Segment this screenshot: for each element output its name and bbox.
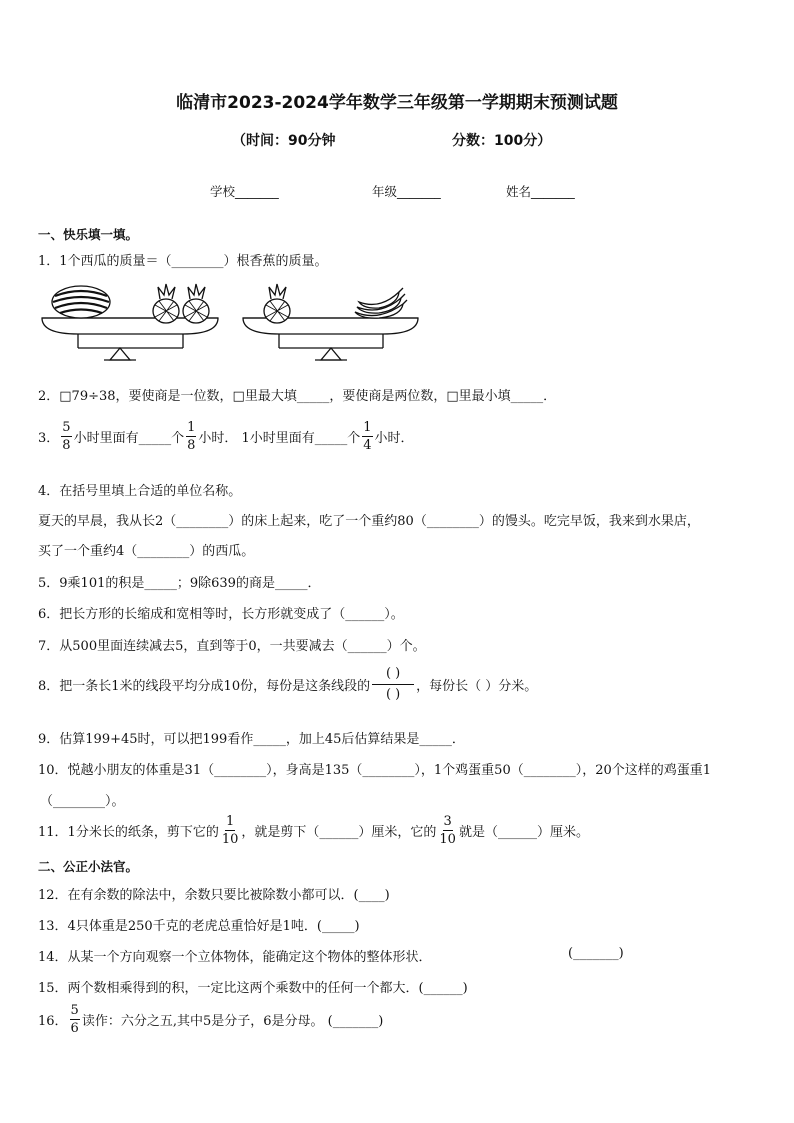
question-8	[38, 667, 537, 703]
question-9: 9．估算199+45时，可以把199看作_____，加上45后估算结果是_____．	[38, 732, 465, 747]
section-heading: 一、快乐填一填。	[38, 227, 139, 242]
q3-text-2: 小时． 1小时里面有_____个	[198, 431, 361, 446]
school-field: 学校_______	[210, 184, 279, 199]
q11-text-2: ，就是剪下（______）厘米，它的	[241, 825, 437, 840]
question-14-answer: (_______)	[568, 946, 624, 961]
exam-score: 分数：100分）	[452, 133, 552, 149]
exam-time: （时间：90分钟	[232, 133, 336, 149]
question-10-line-2: （________）。	[40, 794, 125, 809]
question-6: 6．把长方形的长缩成和宽相等时，长方形就变成了（______）。	[38, 607, 404, 622]
question-10-line-1: 10．悦越小朋友的体重是31（________），身高是135（________），1个鸡蛋重50（________），20个这样的鸡蛋重1	[38, 763, 712, 778]
q11-text-3: 就是（______）厘米。	[458, 825, 589, 840]
question-4-line-2: 买了一个重约4（________）的西瓜。	[38, 544, 255, 559]
question-1: 1．1个西瓜的质量＝（________）根香蕉的质量。	[38, 254, 328, 269]
q3-text-3: 小时．	[374, 431, 414, 446]
question-2: 2．□79÷38，要使商是一位数，□里最大填_____，要使商是两位数，□里最小填_____．	[38, 389, 557, 404]
q8-text-2: ，每份长（ ）分米。	[416, 679, 538, 695]
fraction-1-10: $\frac{1}{10}$	[221, 814, 239, 847]
question-5: 5．9乘101的积是_____；9除639的商是_____．	[38, 576, 321, 591]
section-heading: 二、公正小法官。	[38, 859, 139, 874]
question-4: 4．在括号里填上合适的单位名称。	[38, 484, 242, 499]
fraction-1-4: $\frac{1}{4}$	[363, 420, 372, 453]
fraction-5-8: $\frac{5}{8}$	[62, 420, 71, 453]
question-3	[38, 421, 414, 452]
blank-fraction: ( ) ( )	[372, 667, 414, 703]
question-4-line-1: 夏天的早晨，我从长2（________）的床上起来，吃了一个重约80（________）的馒头。吃完早饭，我来到水果店，	[38, 514, 700, 529]
q3-text-1: 小时里面有_____个	[73, 431, 185, 446]
question-14: 14．从某一个方向观察一个立体物体，能确定这个物体的整体形状．	[38, 950, 432, 965]
fraction-5-6: $\frac{5}{6}$	[70, 1003, 79, 1036]
q16-prefix: 16．	[38, 1014, 68, 1029]
q16-text: 读作：六分之五,其中5是分子，6是分母。 (_______)	[81, 1014, 384, 1029]
exam-title: 临清市2023-2024学年数学三年级第一学期期末预测试题	[176, 93, 618, 113]
q11-text-1: 11．1分米长的纸条，剪下它的	[38, 825, 219, 840]
question-7: 7．从500里面连续减去5，直到等于0，一共要减去（______）个。	[38, 639, 426, 654]
q8-text-1: 8．把一条长1米的线段平均分成10份，每份是这条线段的	[38, 679, 371, 695]
grade-field: 年级_______	[372, 184, 441, 199]
question-12: 12．在有余数的除法中，余数只要比被除数小都可以．(____)	[38, 888, 390, 903]
name-field: 姓名_______	[506, 184, 575, 199]
fraction-3-10: $\frac{3}{10}$	[439, 814, 456, 847]
question-15: 15．两个数相乘得到的积，一定比这两个乘数中的任何一个都大．(______)	[38, 981, 468, 996]
question-13: 13．4只体重是250千克的老虎总重恰好是1吨．(_____)	[38, 919, 360, 934]
question-16	[38, 1004, 383, 1035]
q3-prefix: 3．	[38, 431, 60, 446]
fraction-1-8: $\frac{1}{8}$	[187, 420, 196, 453]
balance-scale-illustration	[38, 282, 428, 368]
question-11	[38, 815, 589, 846]
